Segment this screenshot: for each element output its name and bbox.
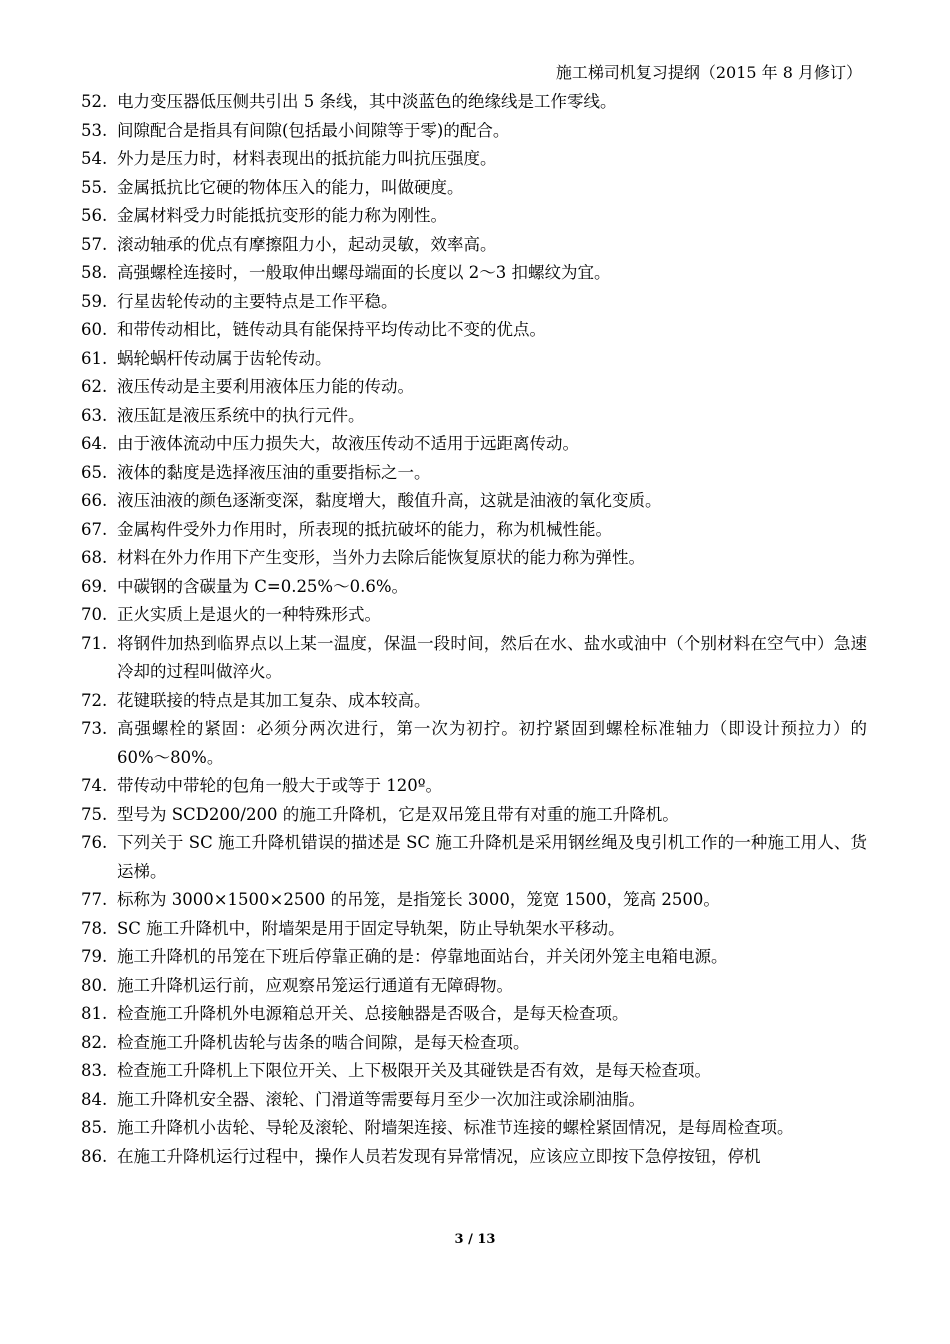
item-number: 57. [81, 234, 108, 254]
item-number: 75. [81, 804, 108, 824]
item-number: 62. [81, 377, 108, 396]
list-item [81, 630, 867, 687]
item-text: SC 施工升降机中，附墙架是用于固定导轨架，防止导轨架水平移动。 [117, 918, 625, 938]
item-number: 65. [81, 462, 108, 482]
item-number: 85. [81, 1118, 108, 1137]
list-item [81, 516, 867, 545]
item-number: 76. [81, 833, 108, 852]
item-number: 60. [81, 320, 108, 339]
item-text: 在施工升降机运行过程中，操作人员若发现有异常情况，应该应立即按下急停按钮，停机 [117, 1146, 761, 1166]
item-text: 检查施工升降机齿轮与齿条的啮合间隙，是每天检查项。 [117, 1032, 530, 1052]
item-text: 金属材料受力时能抵抗变形的能力称为刚性。 [117, 206, 447, 225]
item-number: 68. [81, 548, 108, 567]
list-item [81, 487, 867, 516]
item-number: 80. [81, 975, 108, 995]
list-item [81, 1114, 867, 1143]
list-item [81, 88, 867, 117]
list-item [81, 1086, 867, 1115]
item-text: 金属构件受外力作用时，所表现的抵抗破坏的能力，称为机械性能。 [117, 519, 612, 539]
item-text: 滚动轴承的优点有摩擦阻力小，起动灵敏，效率高。 [117, 234, 497, 254]
list-item [81, 174, 867, 203]
item-number: 69. [81, 576, 108, 596]
item-text: 正火实质上是退火的一种特殊形式。 [117, 605, 381, 624]
item-text: 将钢件加热到临界点以上某一温度，保温一段时间，然后在水、盐水或油中（个别材料在空气中）急速冷却的过程叫做淬火。 [117, 633, 867, 681]
item-text: 电力变压器低压侧共引出 5 条线，其中淡蓝色的绝缘线是工作零线。 [117, 92, 617, 111]
list-item [81, 231, 867, 260]
list-item [81, 316, 867, 345]
item-number: 58. [81, 263, 108, 282]
item-text: 施工升降机运行前，应观察吊笼运行通道有无障碍物。 [117, 975, 513, 995]
item-text: 施工升降机的吊笼在下班后停靠正确的是：停靠地面站台，并关闭外笼主电箱电源。 [117, 947, 728, 966]
item-text: 行星齿轮传动的主要特点是工作平稳。 [117, 291, 398, 311]
page-header: 施工梯司机复习提纲（2015 年 8 月修订） [555, 63, 862, 82]
item-text: 检查施工升降机上下限位开关、上下极限开关及其碰铁是否有效，是每天检查项。 [117, 1061, 711, 1080]
item-number: 78. [81, 918, 108, 938]
item-number: 71. [81, 633, 108, 653]
item-text: 蜗轮蜗杆传动属于齿轮传动。 [117, 348, 332, 368]
item-text: 中碳钢的含碳量为 C=0.25%～0.6%。 [117, 576, 409, 596]
item-number: 53. [81, 120, 108, 140]
page-number: 3 / 13 [454, 1232, 496, 1247]
item-number: 61. [81, 348, 108, 368]
item-number: 84. [81, 1089, 108, 1109]
list-item [81, 829, 867, 886]
item-text: 型号为 SCD200/200 的施工升降机，它是双吊笼且带有对重的施工升降机。 [117, 804, 679, 824]
item-text: 外力是压力时，材料表现出的抵抗能力叫抗压强度。 [117, 149, 497, 168]
list-item [81, 345, 867, 374]
item-number: 83. [81, 1061, 108, 1080]
list-item [81, 259, 867, 288]
list-item [81, 1143, 867, 1172]
list-item [81, 801, 867, 830]
list-item [81, 772, 867, 801]
item-number: 86. [81, 1146, 108, 1166]
item-text: 和带传动相比，链传动具有能保持平均传动比不变的优点。 [117, 320, 546, 339]
question-list [81, 88, 867, 1171]
item-number: 82. [81, 1032, 108, 1052]
list-item [81, 544, 867, 573]
list-item [81, 1029, 867, 1058]
list-item [81, 972, 867, 1001]
list-item [81, 573, 867, 602]
list-item [81, 886, 867, 915]
item-number: 52. [81, 92, 108, 111]
item-text: 花键联接的特点是其加工复杂、成本较高。 [117, 690, 431, 710]
list-item [81, 373, 867, 402]
item-text: 标称为 3000×1500×2500 的吊笼，是指笼长 3000，笼宽 1500，笼高 2500。 [117, 890, 720, 909]
list-item [81, 402, 867, 431]
item-number: 72. [81, 690, 108, 710]
item-number: 56. [81, 206, 108, 225]
item-text: 液体的黏度是选择液压油的重要指标之一。 [117, 462, 431, 482]
list-item [81, 117, 867, 146]
list-item [81, 601, 867, 630]
item-text: 带传动中带轮的包角一般大于或等于 120º。 [117, 776, 442, 795]
item-number: 77. [81, 890, 108, 909]
item-number: 67. [81, 519, 108, 539]
list-item [81, 145, 867, 174]
item-text: 由于液体流动中压力损失大，故液压传动不适用于远距离传动。 [117, 434, 579, 453]
item-number: 64. [81, 434, 108, 453]
item-number: 55. [81, 177, 108, 197]
item-text: 间隙配合是指具有间隙(包括最小间隙等于零)的配合。 [117, 120, 510, 140]
list-item [81, 1000, 867, 1029]
list-item [81, 715, 867, 772]
item-text: 施工升降机小齿轮、导轮及滚轮、附墙架连接、标准节连接的螺栓紧固情况，是每周检查项。 [117, 1118, 794, 1137]
item-text: 液压油液的颜色逐渐变深，黏度增大，酸值升高，这就是油液的氧化变质。 [117, 491, 662, 510]
item-number: 70. [81, 605, 108, 624]
item-text: 施工升降机安全器、滚轮、门滑道等需要每月至少一次加注或涂刷油脂。 [117, 1089, 645, 1109]
item-number: 66. [81, 491, 108, 510]
item-number: 73. [81, 719, 108, 738]
item-number: 59. [81, 291, 108, 311]
list-item [81, 687, 867, 716]
list-item [81, 459, 867, 488]
list-item [81, 202, 867, 231]
item-text: 高强螺栓连接时，一般取伸出螺母端面的长度以 2～3 扣螺纹为宜。 [117, 263, 611, 282]
item-number: 79. [81, 947, 108, 966]
item-number: 54. [81, 149, 108, 168]
item-text: 高强螺栓的紧固：必须分两次进行，第一次为初拧。初拧紧固到螺栓标准轴力（即设计预拉力）的 60%～80%。 [117, 719, 867, 767]
item-number: 63. [81, 405, 108, 425]
item-text: 液压缸是液压系统中的执行元件。 [117, 405, 365, 425]
list-item [81, 1057, 867, 1086]
list-item [81, 943, 867, 972]
list-item [81, 430, 867, 459]
item-text: 下列关于 SC 施工升降机错误的描述是 SC 施工升降机是采用钢丝绳及曳引机工作的一种施工用人、货运梯。 [117, 833, 867, 881]
item-text: 材料在外力作用下产生变形，当外力去除后能恢复原状的能力称为弹性。 [117, 548, 645, 567]
item-number: 81. [81, 1004, 108, 1023]
item-text: 检查施工升降机外电源箱总开关、总接触器是否吸合，是每天检查项。 [117, 1004, 629, 1023]
item-text: 液压传动是主要利用液体压力能的传动。 [117, 377, 414, 396]
item-text: 金属抵抗比它硬的物体压入的能力，叫做硬度。 [117, 177, 464, 197]
item-number: 74. [81, 776, 108, 795]
list-item [81, 288, 867, 317]
list-item [81, 915, 867, 944]
